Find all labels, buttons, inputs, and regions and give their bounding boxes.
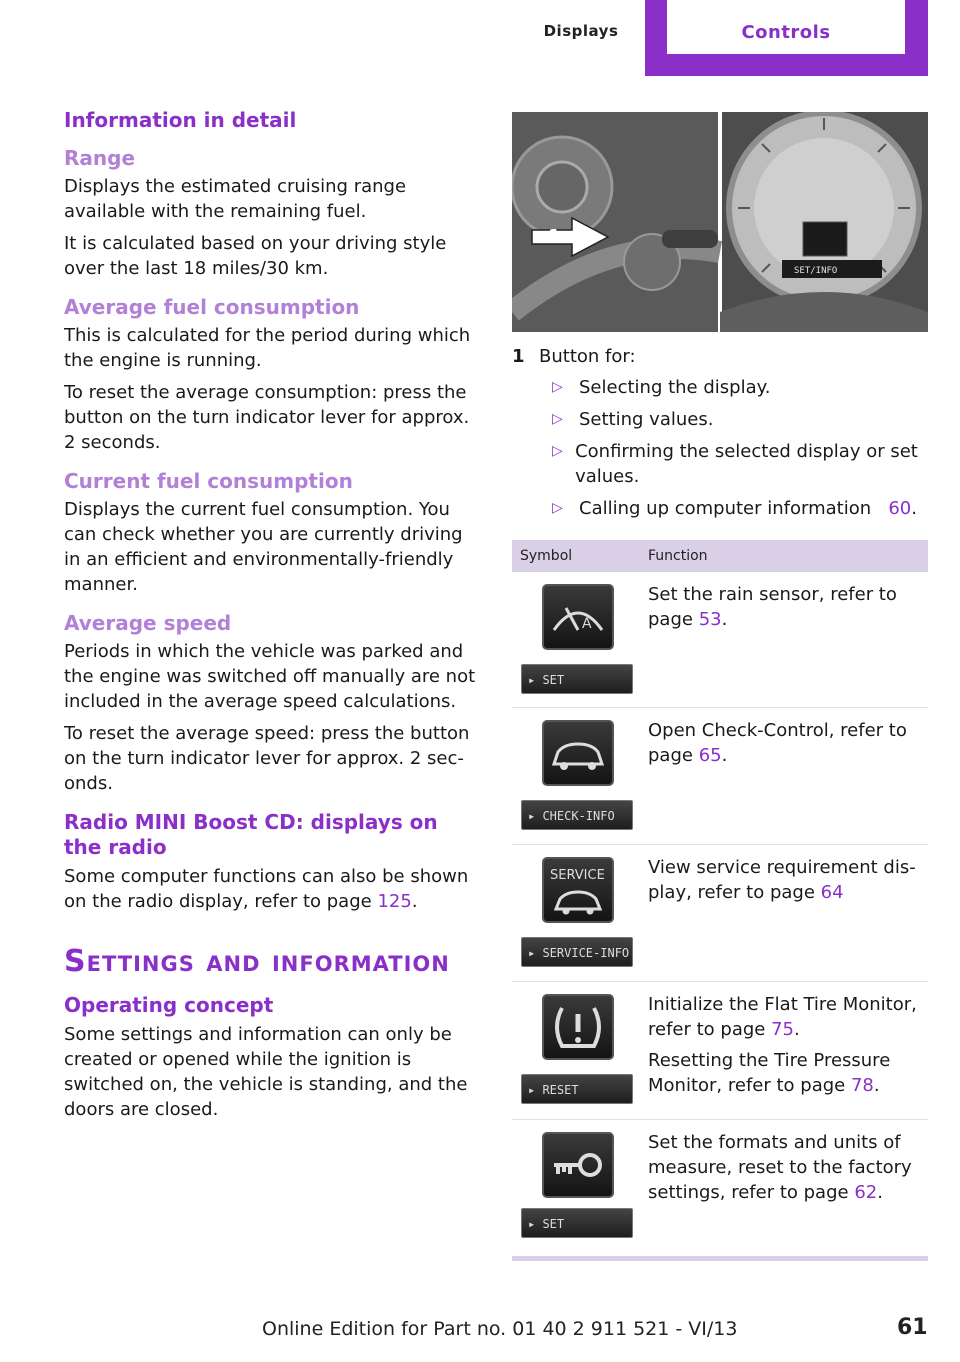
page-link-125[interactable]: 125 — [377, 891, 412, 912]
function-suffix: . — [721, 609, 728, 630]
settings-heading: Settings and information — [64, 944, 450, 979]
service-car-icon — [542, 857, 614, 923]
page-number: 61 — [897, 1315, 928, 1340]
tab-displays[interactable]: Displays — [543, 22, 619, 40]
radio-heading: Radio MINI Boost CD: displays on the radio — [64, 810, 438, 859]
table-header — [512, 540, 928, 572]
range-paragraph-1: Displays the estimated cruising range available with the remaining fuel. — [64, 176, 407, 222]
triangle-bullet-icon: ▷ — [552, 443, 563, 459]
range-paragraph-2: It is calculated based on your driving style over the last 18 miles/30 km. — [64, 233, 447, 279]
dashboard-illustration — [512, 112, 928, 332]
set-display-bar: ▸ SET — [521, 1208, 633, 1238]
col-function: Function — [648, 548, 708, 564]
col-symbol: Symbol — [520, 548, 573, 564]
bullet-text: Confirming the selected display or set values. — [575, 441, 918, 487]
function-cell — [648, 708, 928, 844]
dashboard-figure — [512, 112, 928, 332]
function-suffix: . — [877, 1182, 883, 1203]
avg-fuel-heading: Average fuel consumption — [64, 295, 360, 319]
function-text — [648, 855, 928, 905]
bar-label: RESET — [542, 1083, 579, 1097]
bar-label: SET — [542, 673, 565, 687]
current-fuel-heading: Current fuel consumption — [64, 469, 353, 493]
function-text — [648, 718, 928, 768]
tab-controls[interactable] — [645, 0, 928, 76]
item-text: Button for: — [539, 346, 636, 367]
avg-speed-heading: Average speed — [64, 611, 232, 635]
function-text — [648, 582, 928, 632]
radio-text: Some computer functions can also be shown on the radio display, refer to page — [64, 866, 469, 912]
function-description: Initialize the Flat Tire Monitor, refer to page — [648, 994, 917, 1040]
triangle-bullet-icon: ▷ — [552, 379, 563, 395]
table-row — [512, 982, 928, 1120]
symbol-cell — [512, 1120, 648, 1242]
function-text-2 — [648, 1048, 928, 1098]
footer-edition: Online Edition for Part no. 01 40 2 911 521 - VI/13 — [262, 1318, 738, 1340]
bullet-text-main: Calling up computer information — [579, 498, 872, 519]
avg-speed-paragraph-2: To reset the average speed: press the button on the turn indicator lever for approx. 2 seconds. — [64, 723, 470, 794]
symbol-cell — [512, 572, 648, 707]
tab-controls-label: Controls — [667, 0, 905, 54]
table-row — [512, 572, 928, 708]
function-cell — [648, 572, 928, 707]
triangle-bullet-icon: ▷ — [552, 411, 563, 427]
function-suffix-2: . — [873, 1075, 880, 1096]
page-link-64[interactable]: 64 — [820, 882, 844, 903]
page-link-75[interactable]: 75 — [771, 1019, 795, 1040]
left-column — [64, 108, 479, 1129]
triangle-bullet-icon: ▷ — [552, 500, 563, 516]
service-info-display-bar: ▸ SERVICE-INFO — [521, 937, 633, 967]
function-description: Open Check-Control, refer to page — [648, 720, 907, 766]
table-row — [512, 845, 928, 982]
info-heading: Information in detail — [64, 108, 297, 132]
operating-concept-paragraph: Some settings and information can only be created or opened while the ignition is switched on, the vehicle is standing, and the doors are closed. — [64, 1024, 468, 1120]
table-end-rule — [512, 1256, 928, 1261]
range-heading: Range — [64, 146, 136, 170]
button-description — [512, 344, 928, 528]
set-display-bar: ▸ SET — [521, 664, 633, 694]
bar-label: SERVICE-INFO — [542, 946, 630, 960]
function-text — [648, 1130, 928, 1205]
function-description: Set the rain sensor, refer to page — [648, 584, 897, 630]
function-description: View service requirement display, refer to page — [648, 857, 916, 903]
key-icon — [542, 1132, 614, 1198]
function-description-2: Resetting the Tire Pressure Monitor, refer to page — [648, 1050, 891, 1096]
bullet-item — [552, 439, 928, 489]
symbol-cell — [512, 845, 648, 981]
function-cell — [648, 982, 928, 1119]
bar-label: CHECK-INFO — [542, 809, 615, 823]
bullet-text: Setting values. — [579, 409, 714, 430]
bullet-text: Calling up computer information 60. — [579, 498, 917, 519]
bar-label: SET — [542, 1217, 565, 1231]
page-link-60[interactable]: 60 — [888, 498, 912, 519]
bullet-text: Selecting the display. — [579, 377, 771, 398]
reset-display-bar: ▸ RESET — [521, 1074, 633, 1104]
tire-warning-icon — [542, 994, 614, 1060]
callout-number: 1 — [548, 226, 561, 247]
page-link-62[interactable]: 62 — [854, 1182, 878, 1203]
rain-sensor-icon — [542, 584, 614, 650]
service-label: SERVICE — [550, 868, 605, 883]
bullet-item — [552, 375, 928, 400]
function-description: Set the formats and units of measure, reset to the factory settings, refer to page — [648, 1132, 912, 1203]
display-label: SET/INFO — [794, 266, 838, 276]
svg-text:A: A — [582, 616, 592, 632]
numbered-item-1 — [512, 344, 928, 369]
table-row — [512, 1120, 928, 1242]
avg-fuel-paragraph-2: To reset the average consumption: press the button on the turn indicator lever for approx. 2 seconds. — [64, 382, 470, 453]
symbol-cell — [512, 982, 648, 1119]
current-fuel-paragraph: Displays the current fuel consumption. You can check whether you are currently driving in an efficient and environmentally-friendly manner. — [64, 499, 463, 595]
item-number: 1 — [512, 346, 525, 367]
function-cell — [648, 1120, 928, 1242]
radio-paragraph: Some computer functions can also be shown on the radio display, refer to page 125. — [64, 866, 469, 912]
bullet-item — [552, 407, 928, 432]
avg-fuel-paragraph-1: This is calculated for the period during which the engine is running. — [64, 325, 471, 371]
bullet-item — [552, 496, 928, 521]
page-link-53[interactable]: 53 — [698, 609, 722, 630]
avg-speed-paragraph-1: Periods in which the vehicle was parked and the engine was switched off manually are not included in the average speed calculations. — [64, 641, 476, 712]
symbol-cell — [512, 708, 648, 844]
table-row — [512, 708, 928, 845]
page-link-65[interactable]: 65 — [698, 745, 722, 766]
function-suffix: . — [794, 1019, 800, 1040]
function-cell — [648, 845, 928, 981]
car-icon — [542, 720, 614, 786]
operating-concept-heading: Operating concept — [64, 993, 274, 1017]
page-link-78[interactable]: 78 — [850, 1075, 874, 1096]
symbol-table — [512, 540, 928, 1261]
check-info-display-bar: ▸ CHECK-INFO — [521, 800, 633, 830]
function-suffix: . — [721, 745, 728, 766]
function-text — [648, 992, 928, 1042]
